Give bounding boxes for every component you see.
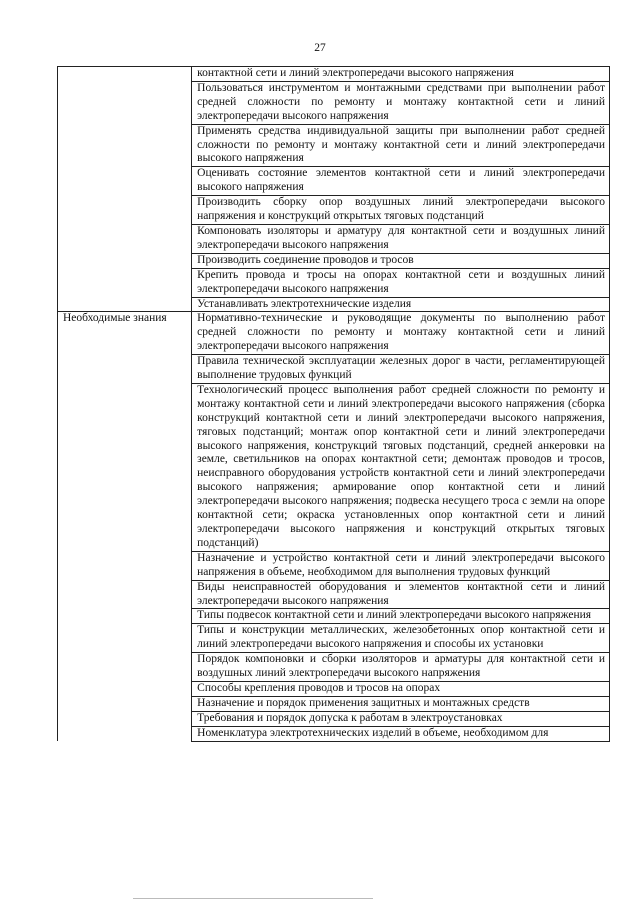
knowledge-item: Технологический процесс выполнения работ средней сложности по ремонту и монтажу контактной сети и линий электропередачи высокого напряжения (сборка конструкций контактной сети и линий электропередачи высокого напряжения, тяговых подстанций; монтаж опор контактной сети и линий электропередачи высокого напряжения, конструкций тяговых подстанций, средней анкеровки на земле, светильников на опорах контактной сети; демонтаж проводов и тросов, неисправного оборудования устройств контактной сети и линий электропередачи высокого напряжения; армирование опор контактной сети и линий электропередачи высокого напряжения; подвеска несущего троса с земли на опоре контактной сети; окраска установленных опор контактной сети и линий электропередачи высокого напряжения и конструкций открытых тяговых подстанций) — [192, 383, 610, 551]
knowledge-item: Способы крепления проводов и тросов на опорах — [192, 681, 610, 696]
knowledge-item: Порядок компоновки и сборки изоляторов и арматуры для контактной сети и воздушных линий электропередачи высокого напряжения — [192, 653, 610, 682]
skill-item: Компоновать изоляторы и арматуру для контактной сети и воздушных линий электропередачи высокого напряжения — [192, 224, 610, 253]
knowledge-item: Назначение и порядок применения защитных и монтажных средств — [192, 696, 610, 711]
knowledge-item: Виды неисправностей оборудования и элементов контактной сети и линий электропередачи высокого напряжения — [192, 580, 610, 609]
skill-item: Оценивать состояние элементов контактной сети и линий электропередачи высокого напряжения — [192, 167, 610, 196]
knowledge-item: Нормативно-технические и руководящие документы по выполнению работ средней сложности по ремонту и монтажу контактной сети и линий электропередачи высокого напряжения — [192, 312, 610, 355]
knowledge-item: Типы подвесок контактной сети и линий электропередачи высокого напряжения — [192, 609, 610, 624]
skill-item: контактной сети и линий электропередачи высокого напряжения — [192, 67, 610, 82]
table-row — [58, 67, 610, 82]
knowledge-item: Типы и конструкции металлических, железобетонных опор контактной сети и линий электропередачи высокого напряжения и способы их установки — [192, 624, 610, 653]
table-row — [58, 312, 610, 355]
scan-edge-line — [133, 898, 373, 899]
knowledge-item: Назначение и устройство контактной сети и линий электропередачи высокого напряжения в объеме, необходимом для выполнения трудовых функций — [192, 551, 610, 580]
knowledge-item: Номенклатура электротехнических изделий в объеме, необходимом для — [192, 726, 610, 741]
requirements-table — [57, 66, 610, 742]
skill-item: Пользоваться инструментом и монтажными средствами при выполнении работ средней сложности по ремонту и монтажу контактной сети и линий электропередачи высокого напряжения — [192, 81, 610, 124]
page-number: 27 — [314, 42, 326, 54]
skill-item: Крепить провода и тросы на опорах контактной сети и воздушных линий электропередачи высокого напряжения — [192, 268, 610, 297]
row-label-skills — [58, 67, 192, 312]
knowledge-item: Правила технической эксплуатации железных дорог в части, регламентирующей выполнение трудовых функций — [192, 355, 610, 384]
skill-item: Производить сборку опор воздушных линий электропередачи высокого напряжения и конструкций открытых тяговых подстанций — [192, 196, 610, 225]
skill-item: Применять средства индивидуальной защиты при выполнении работ средней сложности по ремонту и монтажу контактной сети и линий электропередачи высокого напряжения — [192, 124, 610, 167]
row-label-knowledge: Необходимые знания — [58, 312, 192, 741]
knowledge-item: Требования и порядок допуска к работам в электроустановках — [192, 711, 610, 726]
skill-item: Производить соединение проводов и тросов — [192, 253, 610, 268]
skill-item: Устанавливать электротехнические изделия — [192, 297, 610, 312]
